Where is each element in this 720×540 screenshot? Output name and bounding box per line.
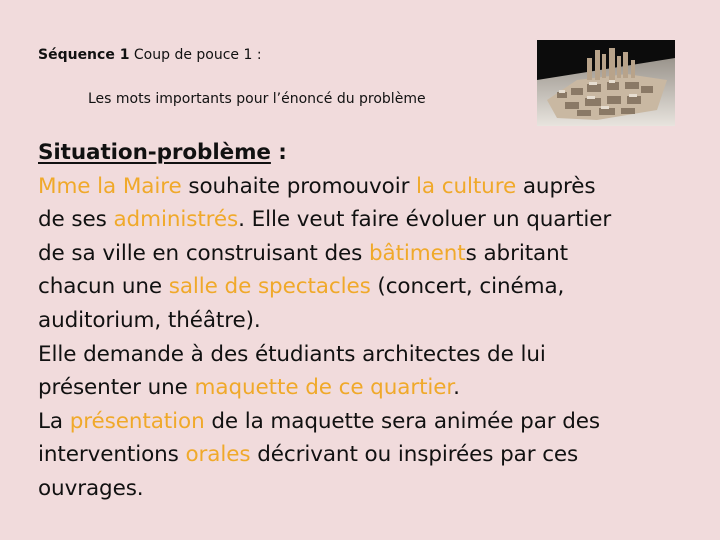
statement-line [38,472,688,506]
statement-text: auditorium, théâtre). [38,307,261,333]
highlighted-keyword: administrés [113,207,239,233]
statement-line [38,338,688,372]
highlighted-keyword: orales [185,442,251,468]
statement-line [38,237,688,271]
city-model-photo [537,40,675,126]
statement-line [38,203,688,237]
subtitle: Les mots importants pour l’énoncé du problème [88,91,426,107]
statement-text: auprès [516,173,596,199]
statement-text: souhaite promouvoir [181,173,417,199]
statement-line [38,170,688,204]
statement-text: décrivant ou inspirées par ces [250,442,579,468]
statement-line [38,438,688,472]
highlighted-keyword: salle de spectacles [168,274,371,300]
highlighted-keyword: bâtiment [368,240,466,266]
statement-text: . Elle veut faire évoluer un quartier [238,207,612,233]
statement-text: interventions [38,442,186,468]
statement-line [38,304,688,338]
statement-line [38,405,688,439]
title-label: Situation-problème [38,140,271,165]
statement-text: présenter une [38,375,195,401]
statement-text: de sa ville en construisant des [38,240,369,266]
city-model-illustration [537,40,675,126]
sequence-heading [38,46,262,64]
sequence-label: Séquence 1 [38,47,130,63]
statement-text: s abritant [465,240,568,266]
highlighted-keyword: Mme la Maire [38,173,182,199]
statement-text: Elle demande à des étudiants architectes de lui [38,341,546,367]
highlighted-keyword: la culture [416,173,517,199]
statement-text: La [38,408,70,434]
statement-text: (concert, cinéma, [370,274,565,300]
statement-line [38,371,688,405]
statement-text: . [453,375,460,401]
statement-text: ouvrages. [38,475,144,501]
problem-statement [38,136,688,506]
statement-text: de ses [38,207,114,233]
title-suffix: : [270,140,287,165]
title-line [38,136,688,170]
statement-text: de la maquette sera animée par des [204,408,601,434]
statement-lines [38,170,688,506]
statement-line [38,270,688,304]
sequence-rest: Coup de pouce 1 : [129,47,262,63]
statement-text: chacun une [38,274,169,300]
highlighted-keyword: maquette de ce quartier [194,375,454,401]
highlighted-keyword: présentation [69,408,205,434]
